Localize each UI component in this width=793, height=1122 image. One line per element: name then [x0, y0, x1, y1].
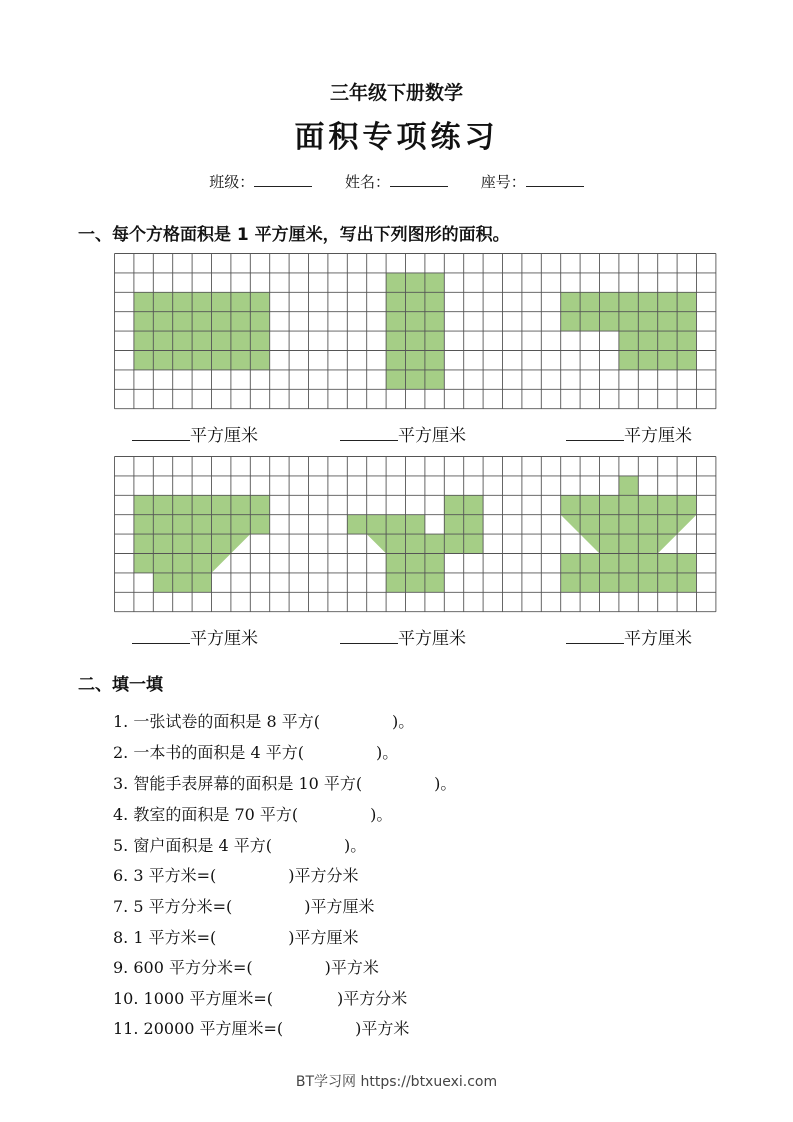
- question-5-text: 5. 窗户面积是 4 平方(: [113, 836, 272, 855]
- question-2-text: 2. 一本书的面积是 4 平方(: [113, 743, 304, 762]
- subtitle: 三年级下册数学: [329, 82, 463, 104]
- answer-2-blank[interactable]: [340, 426, 398, 441]
- question-7-end: )平方厘米: [304, 897, 375, 916]
- seat-field: [481, 173, 584, 191]
- seat-label: 座号：: [480, 173, 526, 191]
- answer-2: [340, 421, 466, 446]
- name-blank[interactable]: [390, 174, 448, 187]
- question-3: [113, 771, 456, 794]
- question-5: [113, 833, 366, 856]
- question-5-end: )。: [343, 836, 367, 855]
- answer-2-unit: 平方厘米: [398, 426, 466, 446]
- answer-1-unit: 平方厘米: [190, 426, 258, 446]
- answer-1-blank[interactable]: [132, 426, 190, 441]
- question-6-end: )平方分米: [288, 866, 359, 885]
- answer-3: [566, 421, 692, 446]
- name-label: 姓名：: [344, 173, 390, 191]
- question-10: [113, 986, 407, 1009]
- question-1-end: )。: [391, 712, 415, 731]
- answer-5-unit: 平方厘米: [398, 629, 466, 649]
- grid-top: [114, 253, 718, 410]
- answer-3-unit: 平方厘米: [624, 426, 692, 446]
- section-1-heading: 一、每个方格面积是 1 平方厘米，写出下列图形的面积。: [78, 225, 510, 245]
- seat-blank[interactable]: [526, 174, 584, 187]
- answer-5-blank[interactable]: [340, 629, 398, 644]
- class-blank[interactable]: [254, 174, 312, 187]
- question-1: [113, 709, 414, 732]
- question-11-text: 11. 20000 平方厘米=(: [113, 1019, 284, 1038]
- question-2-end: )。: [375, 743, 399, 762]
- grid-bottom: [114, 456, 718, 613]
- answer-1: [132, 421, 258, 446]
- question-6: [113, 863, 359, 886]
- question-9: [113, 955, 379, 978]
- answer-3-blank[interactable]: [566, 426, 624, 441]
- question-4-end: )。: [370, 805, 393, 824]
- question-10-text: 10. 1000 平方厘米=(: [113, 989, 273, 1008]
- question-9-end: )平方米: [324, 958, 379, 977]
- answer-4: [132, 624, 258, 649]
- answer-6-unit: 平方厘米: [624, 629, 692, 649]
- answer-6: [566, 624, 692, 649]
- question-6-text: 6. 3 平方米=(: [113, 866, 217, 885]
- student-info: [0, 171, 793, 192]
- answer-4-unit: 平方厘米: [190, 629, 258, 649]
- question-3-text: 3. 智能手表屏幕的面积是 10 平方(: [113, 774, 363, 793]
- shape-5: [347, 495, 483, 592]
- answer-4-blank[interactable]: [132, 629, 190, 644]
- answer-5: [340, 624, 466, 649]
- question-1-text: 1. 一张试卷的面积是 8 平方(: [113, 712, 320, 731]
- answer-6-blank[interactable]: [566, 629, 624, 644]
- class-label: 班级：: [209, 173, 255, 191]
- shape-4: [134, 495, 270, 592]
- question-7: [113, 894, 375, 917]
- question-8: [113, 925, 359, 948]
- page-title: 面积专项练习: [294, 120, 499, 155]
- footer-watermark: BT学习网 https://btxuexi.com: [295, 1074, 498, 1090]
- question-10-end: )平方分米: [337, 989, 408, 1008]
- question-7-text: 7. 5 平方分米=(: [113, 897, 233, 916]
- question-9-text: 9. 600 平方分米=(: [113, 958, 253, 977]
- question-2: [113, 740, 398, 763]
- name-field: [345, 173, 448, 191]
- question-4: [113, 802, 392, 825]
- question-11: [113, 1016, 409, 1039]
- question-11-end: )平方米: [355, 1019, 410, 1038]
- class-field: [209, 173, 312, 191]
- question-4-text: 4. 教室的面积是 70 平方(: [113, 805, 299, 824]
- section-2-heading: 二、填一填: [78, 675, 163, 695]
- question-3-end: )。: [434, 774, 457, 793]
- question-8-end: )平方厘米: [288, 928, 359, 947]
- question-8-text: 8. 1 平方米=(: [113, 928, 217, 947]
